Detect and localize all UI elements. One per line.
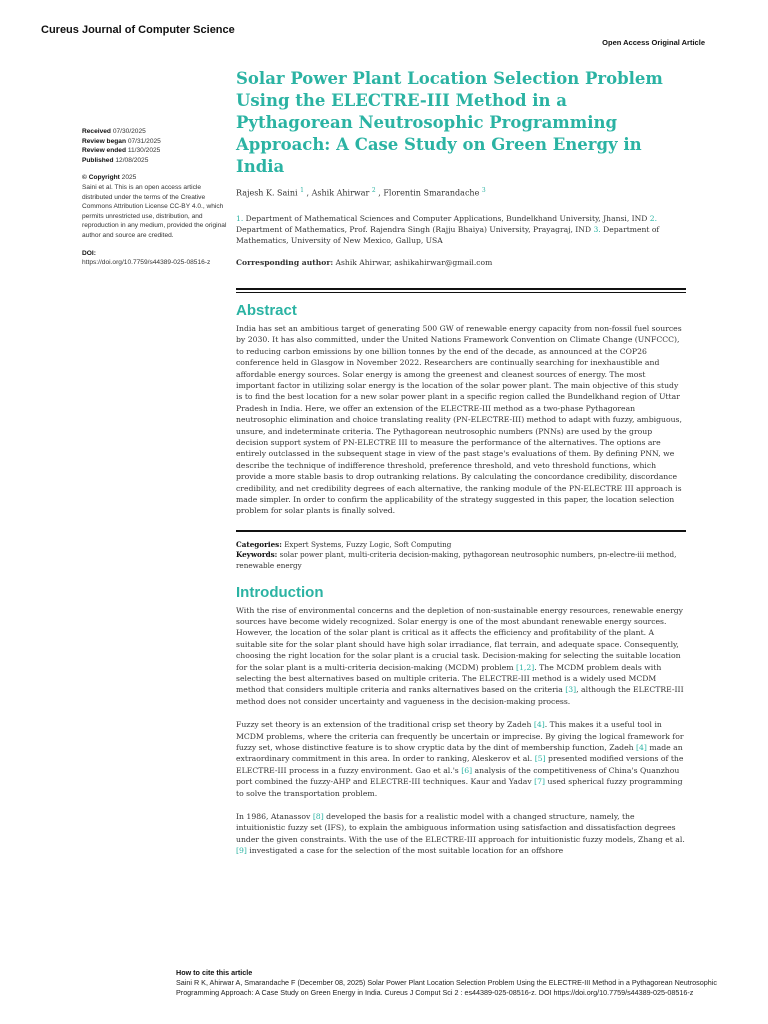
citation-link[interactable]: [5] [534, 754, 546, 764]
doi-label: DOI: [82, 249, 96, 257]
intro-paragraph: With the rise of environmental concerns and the depletion of non-sustainable energy resources, renewable energy sources have become widely recognized. Solar energy is one of the most abundant renewable energy sources. However, the location of the solar plant is critical as it affects the efficiency and profitability of the plant. A suitable site for the solar plant should have high solar irradiance, flat terrain, and adequate space. Consequently, choosing the right location for the solar plant is a crucial task. Decision-making for selecting the suitable location for the solar plant is a multi-criteria decision-making (MCDM) problem [1,2]. The MCDM problem deals with selecting the best alternatives based on multiple criteria. The ELECTRE-III method is a widely used MCDM method that considers multiple criteria and ranks alternatives based on the criteria [3], although the ELECTRE-III method does not consider uncertainty and vagueness in the decision-making process. [236, 605, 684, 706]
author-affil-sup[interactable]: 2 [371, 187, 376, 194]
cite-heading: How to cite this article [176, 968, 253, 977]
license-text: Saini et al. This is an open access article distributed under the terms of the Creative Commons Attribution License CC-BY 4.0., which permits unrestricted use, distribution, and reproduction in any medium, provided the original author and source are credited. [82, 183, 227, 239]
affil-text: Department of Mathematics, University of New Mexico, Gallup, USA [236, 225, 660, 246]
author-affil-sup[interactable]: 1 [300, 187, 304, 194]
citation-link[interactable]: [1,2] [516, 662, 535, 672]
article-type-label: Open Access Original Article [602, 38, 705, 47]
copyright-line: © Copyright 2025 [82, 174, 137, 182]
abstract-heading: Abstract [236, 301, 297, 319]
published-line: Published 12/08/2025 [82, 156, 149, 164]
citation-link[interactable]: [8] [312, 812, 324, 822]
review-ended-line: Review ended 11/30/2025 [82, 147, 161, 155]
author-name[interactable]: Ashik Ahirwar [311, 188, 370, 198]
article-title: Solar Power Plant Location Selection Problem Using the ELECTRE-III Method in a Pythagorean Neutrosophic Programming Approach: A Case Study on Green Energy in India [236, 69, 663, 176]
review-began-line: Review began 07/31/2025 [82, 137, 161, 145]
author-affil-sup[interactable]: 3 [481, 187, 486, 194]
citation-link[interactable]: [6] [461, 765, 473, 775]
affil-number: 3. [593, 225, 601, 235]
intro-paragraph: In 1986, Atanassov [8] developed the basis for a realistic model with a changed structure, namely, the intuitionistic fuzzy set (IFS), to explain the ambiguous information using satisfaction and dissatisfaction degrees under the given constraints. With the use of the ELECTRE-III approach for intuitionistic fuzzy models, Zhang et al. [9] investigated a case for the selection of the most suitable location for an offshore [236, 812, 685, 856]
doi-link[interactable]: https://doi.org/10.7759/s44389-025-08516-z [82, 259, 211, 267]
how-to-cite [176, 968, 721, 997]
intro-paragraph: Fuzzy set theory is an extension of the traditional crisp set theory by Zadeh [4]. This makes it a useful tool in MCDM problems, where the criteria can frequently be uncertain or imprecise. By giving the logical framework for fuzzy set, whose distinctive feature is to show cryptic data by the dint of membership function, Zadeh [4] made an extraordinary commitment in this area. In order to ranking, Aleskerov et al. [5] presented modified versions of the ELECTRE-III process in a fuzzy environment. Gao et al.'s [6] analysis of the competitiveness of China's Quanzhou port combined the fuzzy-AHP and ELECTRE-III techniques. Kaur and Yadav [7] used spherical fuzzy programming to solve the transportation problem. [236, 720, 684, 798]
affil-text: Department of Mathematics, Prof. Rajendra Singh (Rajju Bhaiya) University, Prayagraj, IND [236, 225, 594, 235]
introduction-heading: Introduction [236, 583, 324, 601]
categories-line: Categories: Expert Systems, Fuzzy Logic, Soft Computing [236, 539, 452, 549]
citation-link[interactable]: [9] [236, 846, 247, 856]
affil-text: Department of Mathematical Sciences and Computer Applications, Bundelkhand University, Jhansi, IND [243, 213, 650, 223]
citation-link[interactable]: [3] [565, 685, 577, 695]
journal-name: Cureus Journal of Computer Science [41, 24, 235, 36]
author-name[interactable]: Florentin Smarandache [383, 188, 480, 198]
section-divider [236, 530, 686, 532]
author-list: Rajesh K. Saini $^1$ , Ashik Ahirwar $^2$ , Florentin Smarandache $^3$ [236, 187, 486, 198]
citation-link[interactable]: [7] [534, 777, 545, 787]
section-divider [236, 288, 686, 293]
affiliations [236, 213, 686, 247]
affil-number: 1. [236, 213, 244, 223]
citation-link[interactable]: [4] [533, 720, 545, 730]
affil-number: 2. [649, 213, 658, 223]
author-name[interactable]: Rajesh K. Saini [236, 188, 298, 198]
article-main [236, 68, 686, 869]
citation-link[interactable]: [4] [636, 743, 647, 753]
citation-text: Saini R K, Ahirwar A, Smarandache F (December 08, 2025) Solar Power Plant Location Selection Problem Using the ELECTRE-III Method in a Pythagorean Neutrosophic Programming Approach: A Case Study on Green Energy in India. Cureus J Comput Sci 2 : es44389-025-08516-z. DOI https://doi.org/10.7759/s44389-025-08516-z [176, 977, 717, 997]
abstract-text: India has set an ambitious target of generating 500 GW of renewable energy capacity from non-fossil fuel sources by 2030. It has also committed, under the United Nations Framework Convention on Climate Change (UNFCCC), to reducing carbon emissions by one billion tonnes by the end of the decade, as announced at the COP26 conference held in Glasgow in November 2022. Researchers are continually searching for inexhaustible and affordable energy sources. Solar energy is among the greenest and cleanest sources of energy. The most important factor in utilizing solar energy is the location of the solar power plant. The main objective of this study is to find the best location for a new solar power plant in a specific region called the Bundelkhand region of Uttar Pradesh in India. Here, we offer an extension of the ELECTRE-III method as a two-phase Pythagorean neutrosophic elimination and choice translating reality (PN-ELECTRE-III) method to adapt with fuzzy, ambiguous, unsure, and indeterminate criteria. The Pythagorean neutrosophic numbers (PNNs) are used by the group decision support system of PN-ELECTRE III to measure the performance of the alternatives. The options are entirely outclassed in the subsequent stage in view of the past stage's evaluations of them. By defining PNN, we describe the technique of indifference threshold, preference threshold, and veto threshold functions, which provide a more stable basis to drop outranking relations. By calculating the concordance credibility, discordance credibility, and net credibility degrees of each alternative, the ranking module of the PN-ELECTRE III approach is made simpler. In order to confirm the applicability of the strategy suggested in this paper, the location selection problem for solar plants is finally solved. [236, 323, 682, 516]
keywords-line: Keywords: solar power plant, multi-criteria decision-making, pythagorean neutrosophic numbers, pn-electre-iii method, renewable energy [236, 550, 677, 570]
received-line: Received 07/30/2025 [82, 128, 146, 135]
corresponding-author: Corresponding author: Ashik Ahirwar, ashikahirwar@gmail.com [236, 257, 493, 267]
article-history-sidebar [82, 127, 227, 268]
